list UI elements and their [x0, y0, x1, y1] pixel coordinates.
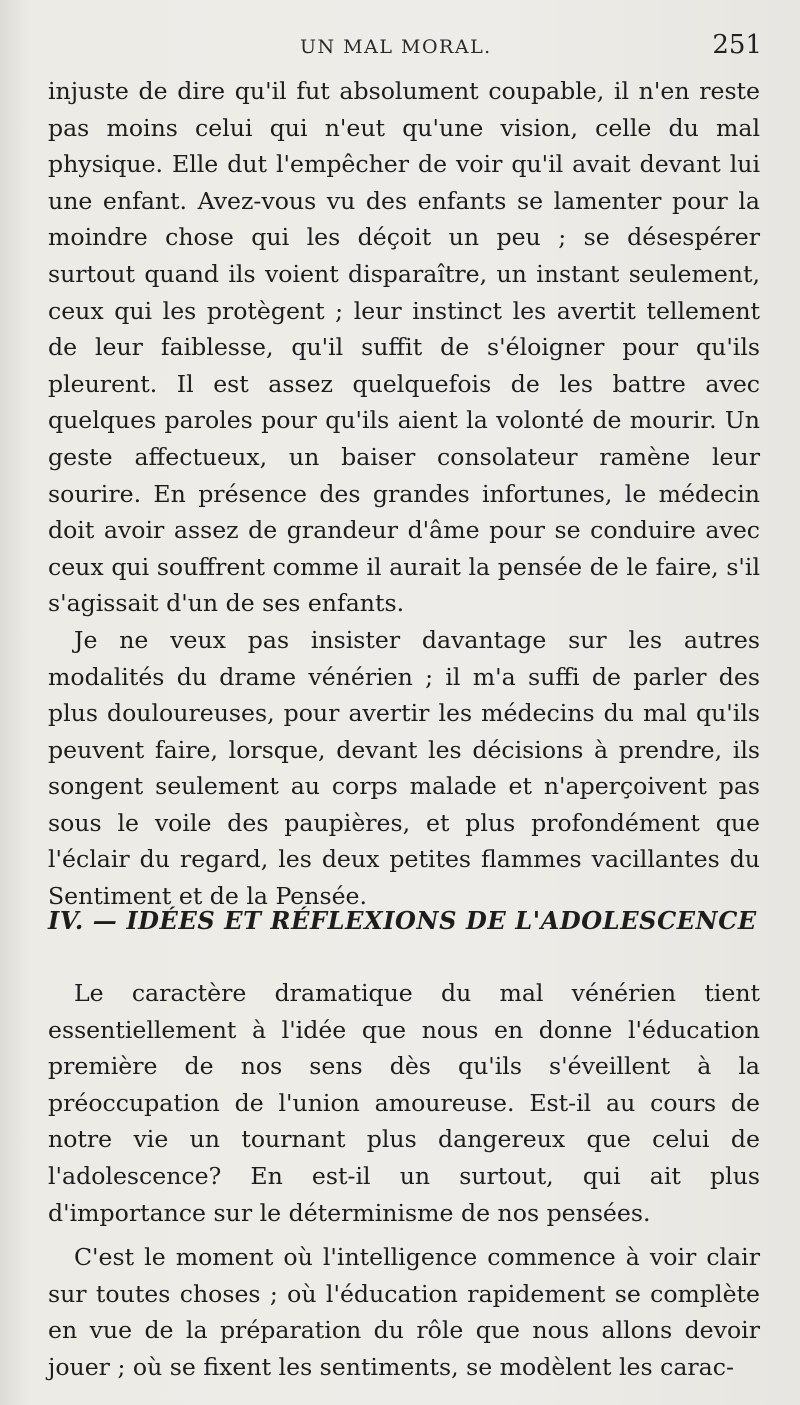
paragraph: Le caractère dramatique du mal vénérien tient essentiellement à l'idée que nous en donne l'éducation première de nos sens dès qu'ils s'éveillent à la préoccupation de l'union amoureuse. Est-il au cours de notre vie un tournant plus dangereux que celui de l'adolescence? En est-il un surtout, qui ait plus d'importance sur le déterminisme de nos pensées. [48, 979, 760, 1227]
paragraph: Je ne veux pas insister davantage sur les autres modalités du drame vénérien ; il m'a suffi de parler des plus douloureuses, pour avertir les médecins du mal qu'ils peuvent faire, lorsque, devant les décisions à prendre, ils songent seulement au corps malade et n'aperçoivent pas sous le voile des paupières, et plus profondément que l'éclair du regard, les deux petites flammes vacillantes du Sentiment et de la Pensée. [48, 625, 760, 911]
running-head: UN MAL MORAL. [300, 36, 492, 58]
body-text [48, 73, 760, 915]
section-text [48, 975, 760, 1394]
page-number: 251 [712, 30, 762, 60]
section-heading: IV. — IDÉES ET RÉFLEXIONS DE L'ADOLESCENCE [48, 906, 757, 935]
page-header [0, 30, 800, 70]
paragraph: C'est le moment où l'intelligence commence à voir clair sur toutes choses ; où l'éducation rapidement se complète en vue de la préparation du rôle que nous allons devoir jouer ; où se fixent les sentiments, se modèlent les carac- [48, 1243, 760, 1381]
paragraph-continued: injuste de dire qu'il fut absolument coupable, il n'en reste pas moins celui qui n'eut qu'une vision, celle du mal physique. Elle dut l'empêcher de voir qu'il avait devant lui une enfant. Avez-vous vu des enfants se lamenter pour la moindre chose qui les déçoit un peu ; se désespérer surtout quand ils voient disparaître, un instant seulement, ceux qui les protègent ; leur instinct les avertit tellement de leur faiblesse, qu'il suffit de s'éloigner pour qu'ils pleurent. Il est assez quelquefois de les battre avec quelques paroles pour qu'ils aient la volonté de mourir. Un geste affectueux, un baiser consolateur ramène leur sourire. En présence des grandes infortunes, le médecin doit avoir assez de grandeur d'âme pour se conduire avec ceux qui souffrent comme il aurait la pensée de le faire, s'il s'agissait d'un de ses enfants. [48, 77, 760, 618]
